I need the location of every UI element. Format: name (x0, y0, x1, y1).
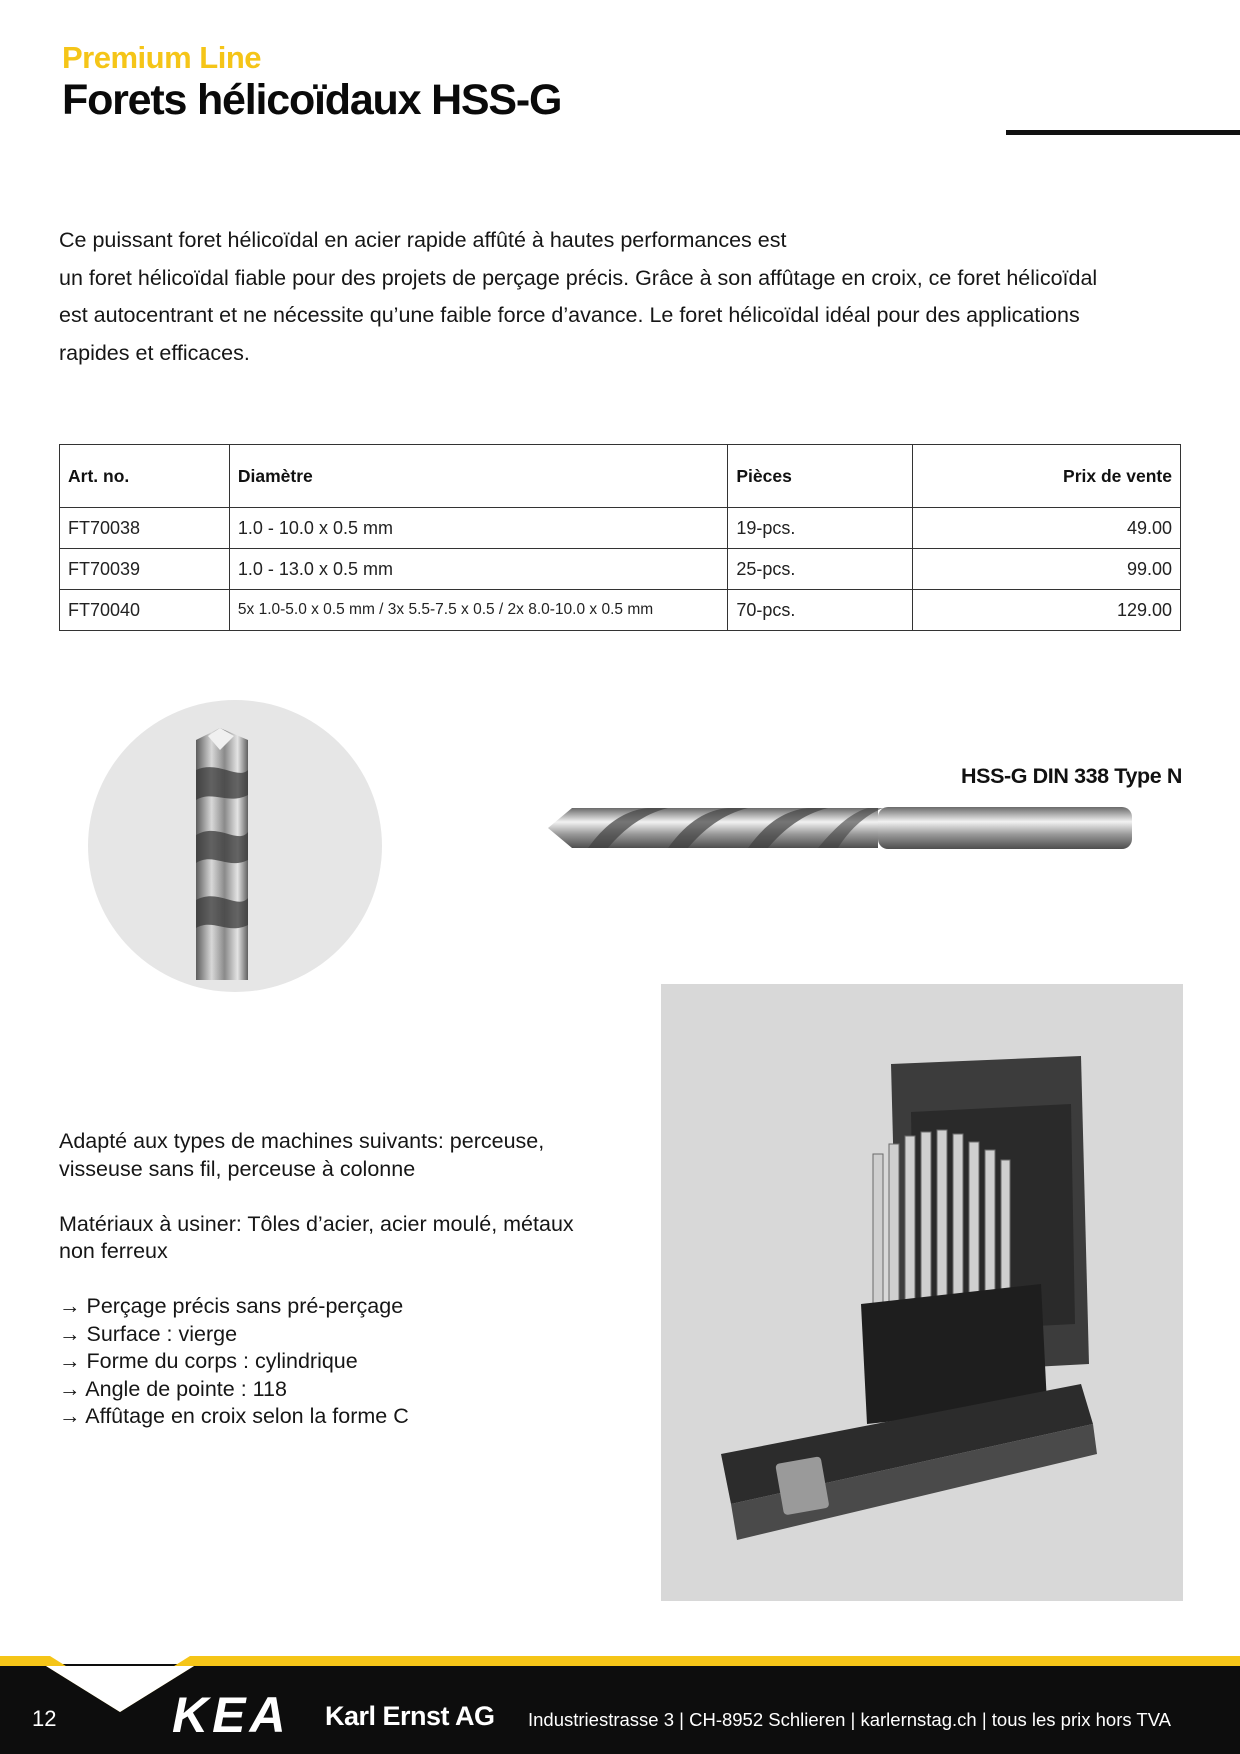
cell-diameter: 1.0 - 13.0 x 0.5 mm (229, 549, 727, 590)
cell-price: 129.00 (913, 590, 1181, 631)
machines-text: visseuse sans fil, perceuse à colonne (59, 1156, 416, 1181)
cell-art-no: FT70040 (60, 590, 230, 631)
drill-tip-image (88, 700, 382, 992)
brand-logo: KEA (172, 1687, 290, 1743)
drill-standard-label: HSS-G DIN 338 Type N (961, 764, 1182, 788)
drill-case-icon (661, 984, 1183, 1601)
header-art-no: Art. no. (60, 445, 230, 508)
drill-case-image (661, 984, 1183, 1601)
cell-art-no: FT70038 (60, 508, 230, 549)
table-row (60, 590, 1181, 631)
intro-line: rapides et efficaces. (59, 340, 250, 365)
product-line-kicker: Premium Line (62, 40, 261, 75)
cell-pieces: 70-pcs. (728, 590, 913, 631)
feature-bullet: → Forme du corps : cylindrique (59, 1349, 358, 1373)
intro-paragraph (59, 222, 1189, 372)
intro-line: un foret hélicoïdal fiable pour des projets de perçage précis. Grâce à son affûtage en croix, ce foret hélicoïdal (59, 265, 1098, 290)
cell-art-no: FT70039 (60, 549, 230, 590)
title-rule (1006, 130, 1240, 135)
brand-name: Karl Ernst AG (325, 1701, 495, 1731)
cell-pieces: 25-pcs. (728, 549, 913, 590)
feature-bullet: → Angle de pointe : 118 (59, 1376, 287, 1401)
drill-bit-icon (548, 800, 1136, 856)
table-row (60, 508, 1181, 549)
footer-address: Industriestrasse 3 | CH-8952 Schlieren | karlernstag.ch | tous les prix hors TVA (528, 1709, 1172, 1730)
cell-pieces: 19-pcs. (728, 508, 913, 549)
cell-price: 99.00 (913, 549, 1181, 590)
cell-diameter: 5x 1.0-5.0 x 0.5 mm / 3x 5.5-7.5 x 0.5 / 2x 8.0-10.0 x 0.5 mm (229, 590, 727, 631)
machines-text: Adapté aux types de machines suivants: perceuse, (59, 1129, 545, 1153)
price-table (59, 444, 1181, 631)
cell-diameter: 1.0 - 10.0 x 0.5 mm (229, 508, 727, 549)
drill-tip-icon (88, 700, 382, 992)
table-header-row (60, 445, 1181, 508)
page-title: Forets hélicoïdaux HSS-G (62, 76, 562, 124)
feature-list (59, 1128, 649, 1431)
feature-bullet: → Affûtage en croix selon la forme C (59, 1404, 409, 1428)
feature-bullet: → Surface : vierge (59, 1321, 238, 1346)
page-number: 12 (32, 1706, 57, 1731)
header-price: Prix de vente (913, 445, 1181, 508)
intro-line: Ce puissant foret hélicoïdal en acier rapide affûté à hautes performances est (59, 228, 787, 252)
feature-bullet: → Perçage précis sans pré-perçage (59, 1294, 404, 1318)
materials-text: Matériaux à usiner: Tôles d’acier, acier moulé, métaux (59, 1211, 574, 1236)
intro-line: est autocentrant et ne nécessite qu’une faible force d’avance. Le foret hélicoïdal idéal pour des applications (59, 303, 1080, 327)
cell-price: 49.00 (913, 508, 1181, 549)
table-row (60, 549, 1181, 590)
header-diameter: Diamètre (229, 445, 727, 508)
materials-text: non ferreux (59, 1239, 168, 1263)
header-pieces: Pièces (728, 445, 913, 508)
